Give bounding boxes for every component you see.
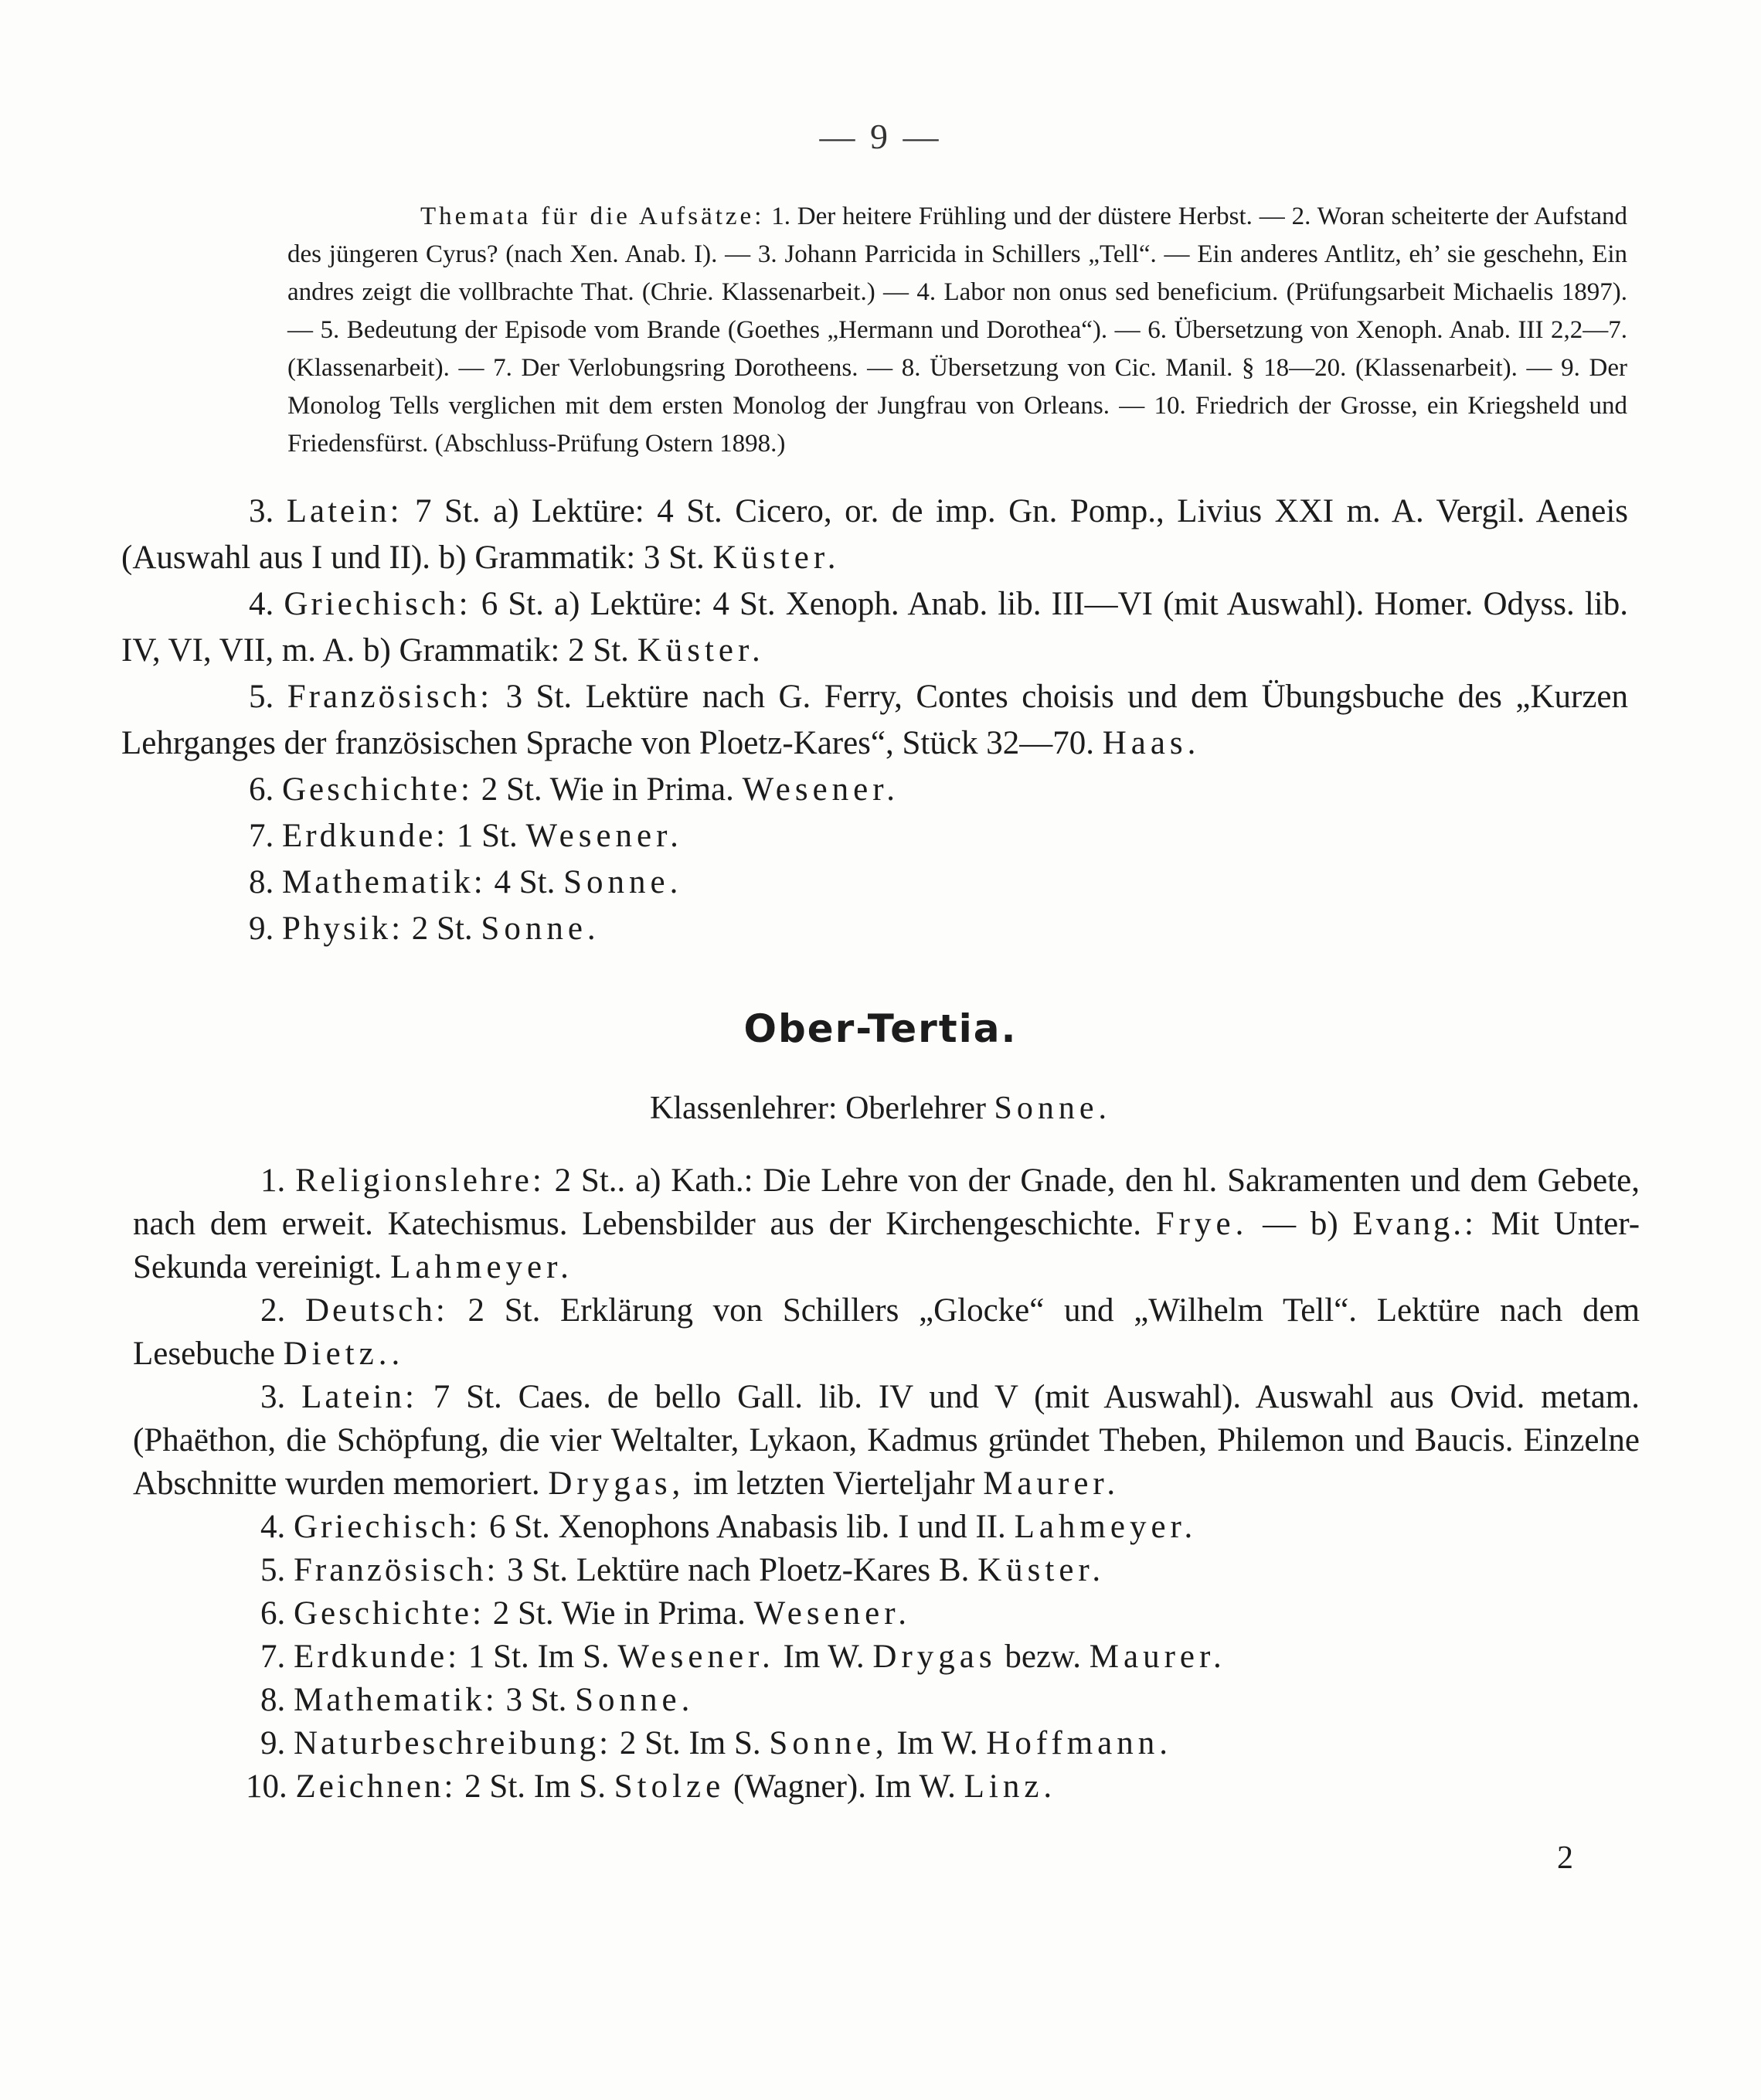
klassenlehrer-name: Sonne. [994, 1091, 1111, 1126]
subject-mathematik: 8. Mathematik: 4 St. Sonne. [249, 864, 683, 900]
subject-latein: 3. Latein: 7 St. Caes. de bello Gall. lib. IV und V (mit Auswahl). Auswahl aus Ovid. metam. (Phaëthon, die Schöpfung, die vier Weltalter, Lykaon, Kadmus gründet Theben, Philemon und Baucis. Einzelne Abschnitte wurden memoriert. Drygas, im letzten Vierteljahr Maurer. [133, 1379, 1640, 1502]
subject-zeichnen: 10. Zeichnen: 2 St. Im S. Stolze (Wagner). Im W. Linz. [246, 1768, 1057, 1805]
subject-griechisch: 4. Griechisch: 6 St. a) Lektüre: 4 St. Xenoph. Anab. lib. III—VI (mit Auswahl). Homer. Odyss. lib. IV, VI, VII, m. A. b) Grammatik: 2 St. Küster. [121, 586, 1628, 669]
teacher-name: Küster. [637, 632, 765, 669]
subject-naturbeschreibung: 9. Naturbeschreibung: 2 St. Im S. Sonne, Im W. Hoffmann. [260, 1725, 1172, 1761]
subject-physik: 9. Physik: 2 St. Sonne. [249, 910, 600, 947]
obertertia-subjects [133, 1159, 1640, 1809]
section-title: Ober-Tertia. [743, 1006, 1018, 1051]
teacher-name: Wesener. [525, 818, 683, 854]
teacher-name: Sonne. [563, 864, 683, 900]
themata-heading: Themata für die Aufsätze: [420, 203, 765, 230]
teacher-name: Wesener. [742, 771, 899, 808]
subject-deutsch: 2. Deutsch: 2 St. Erklärung von Schillers „Glocke“ und „Wilhelm Tell“. Lektüre nach dem Lesebuche Dietz.. [133, 1292, 1640, 1372]
teacher-name: Haas. [1102, 725, 1201, 761]
page-number: — 9 — [819, 117, 942, 156]
subject-franzoesisch: 5. Französisch: 3 St. Lektüre nach G. Ferry, Contes choisis und dem Übungsbuche des „Kurzen Lehrganges der französischen Sprache von Ploetz-Kares“, Stück 32—70. Haas. [121, 679, 1629, 761]
subject-mathematik: 8. Mathematik: 3 St. Sonne. [260, 1682, 695, 1718]
klassenlehrer-line: Klassenlehrer: Oberlehrer Sonne. [650, 1091, 1111, 1126]
themata-paragraph [287, 198, 1627, 463]
teacher-name: Sonne. [481, 910, 600, 947]
subject-griechisch: 4. Griechisch: 6 St. Xenophons Anabasis lib. I und II. Lahmeyer. [260, 1509, 1198, 1545]
signature-mark: 2 [1557, 1840, 1573, 1876]
subject-latein: 3. Latein: 7 St. a) Lektüre: 4 St. Cicero, or. de imp. Gn. Pomp., Livius XXI m. A. Vergil. Aeneis (Auswahl aus I und II). b) Grammatik: 3 St. Küster. [121, 493, 1628, 576]
subject-erdkunde: 7. Erdkunde: 1 St. Wesener. [249, 818, 683, 854]
subject-franzoesisch: 5. Französisch: 3 St. Lektüre nach Ploetz-Kares B. Küster. [260, 1552, 1106, 1588]
subject-geschichte: 6. Geschichte: 2 St. Wie in Prima. Wesener. [249, 771, 899, 808]
themata-text: 1. Der heitere Frühling und der düstere Herbst. — 2. Woran scheiterte der Aufstand des jüngeren Cyrus? (nach Xen. Anab. I). — 3. Johann Parricida in Schillers „Tell“. — Ein anderes Antlitz, eh’ sie geschehn, Ein andres zeigt die vollbrachte That. (Chrie. Klassenarbeit.) — 4. Labor non onus sed beneficium. (Prüfungsarbeit Michaelis 1897). — 5. Bedeutung der Episode vom Brande (Goethes „Hermann und Dorothea“). — 6. Übersetzung von Xenoph. Anab. III 2,2—7. (Klassenarbeit). — 7. Der Verlobungsring Dorotheens. — 8. Übersetzung von Cic. Manil. § 18—20. (Klassenarbeit). — 9. Der Monolog Tells verglichen mit dem ersten Monolog der Jungfrau von Orleans. — 10. Friedrich der Grosse, ein Kriegsheld und Friedensfürst. (Abschluss-Prüfung Ostern 1898.) [287, 203, 1627, 458]
subject-geschichte: 6. Geschichte: 2 St. Wie in Prima. Wesener. [260, 1595, 911, 1632]
subject-erdkunde: 7. Erdkunde: 1 St. Im S. Wesener. Im W. Drygas bezw. Maurer. [260, 1639, 1226, 1675]
subject-religionslehre: 1. Religionslehre: 2 St.. a) Kath.: Die Lehre von der Gnade, den hl. Sakramenten und dem Gebete, nach dem erweit. Katechismus. Lebensbilder aus der Kirchengeschichte. Frye. — b) Evang.: Mit Unter-Sekunda vereinigt. Lahmeyer. [133, 1162, 1640, 1285]
untersekunda-subjects [121, 488, 1628, 952]
teacher-name: Küster. [712, 539, 841, 576]
